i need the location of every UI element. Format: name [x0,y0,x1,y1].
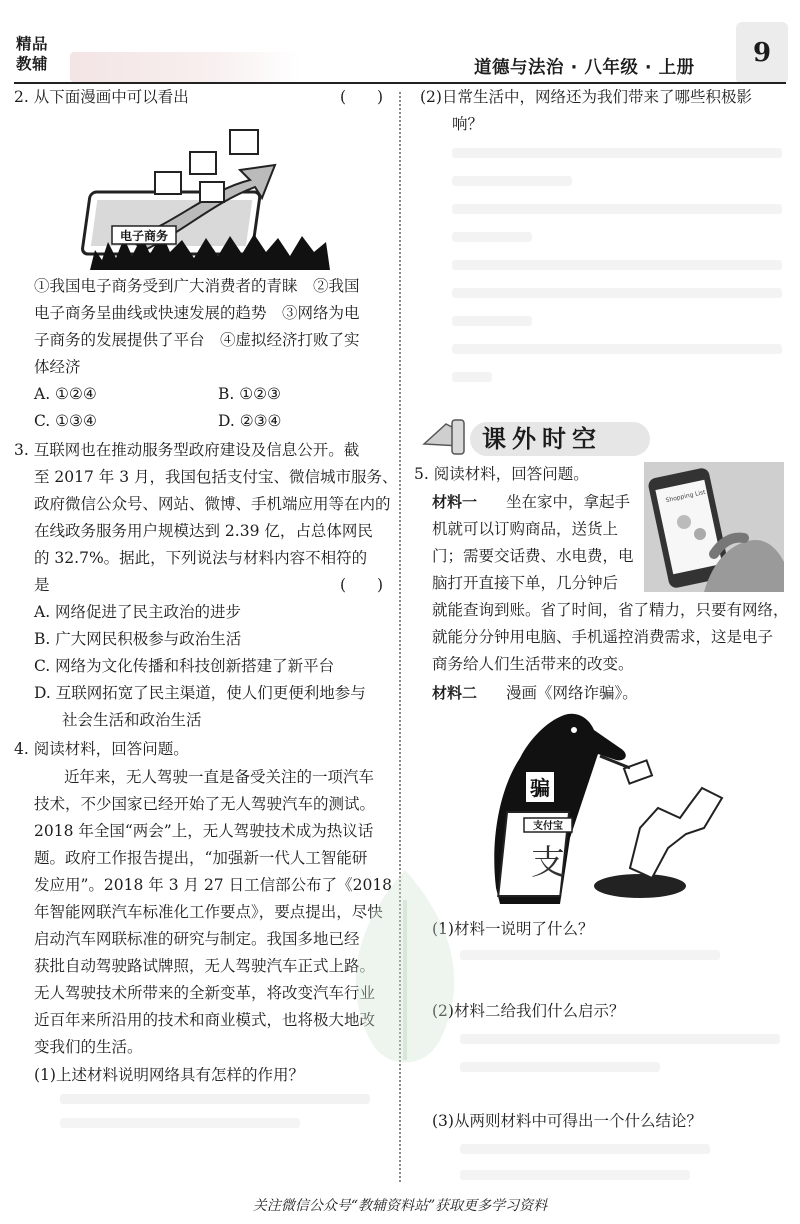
section-title: 课外时空 [482,425,602,453]
falling-person [630,788,722,878]
box-character-2 [190,152,216,174]
box-character-3 [155,172,181,194]
q4-sub-question-2-continued: 响？ [452,115,484,133]
q4-stem: 4. 阅读材料，回答问题。 [14,740,189,758]
q4-paragraph-line-9: 无人驾驶技术所带来的全新变革，将改变汽车行业 [34,984,376,1002]
q2-option-line-3: 子商务的发展提供了平台 ④虚拟经济打败了实 [34,331,360,349]
phone-shopping-photo [644,462,784,592]
q5-sub-question-2: (2)材料二给我们什么启示？ [432,1002,625,1020]
watermark-logo [300,860,510,1150]
material-1-line-7: 商务给人们生活带来的改变。 [432,655,634,673]
answer-space-faint [60,1118,300,1128]
brand-line-2: 教辅 [16,55,49,73]
box-character-4 [200,182,224,202]
q4-paragraph-line-3: 2018 年全国“两会”上，无人驾驶技术成为热议话 [34,822,374,840]
q4-paragraph-line-7: 启动汽车网联标准的研究与制定。我国多地已经 [34,930,360,948]
q3-stem-line-1: 3. 互联网也在推动服务型政府建设及信息公开。截 [14,441,360,459]
q5-sub-question-3: (3)从两则材料中可得出一个什么结论？ [432,1112,702,1130]
q2-choice-a[interactable]: A. ①②④ [34,385,97,403]
alipay-board-glyph: 支 [531,843,565,883]
material-1-line-6: 就能分分钟用电脑、手机遥控消费需求，这是电子 [432,628,774,646]
brand-logo [16,34,66,74]
answer-space-faint [460,1170,690,1180]
cheater-eye [571,727,577,733]
trap-hole [594,874,686,898]
q2-option-line-4: 体经济 [34,358,81,376]
product-dot [694,528,706,540]
q4-sub-question-2: (2)日常生活中，网络还为我们带来了哪些积极影 [420,88,752,106]
pen-cup-icon [452,420,464,454]
material-1-line-5: 就能查询到账。省了时间，省了精力，只要有网络， [432,601,789,619]
cheat-label: 骗 [530,776,550,800]
q5-sub-question-1: (1)材料一说明了什么？ [432,920,594,938]
q2-stem: 2. 从下面漫画中可以看出 [14,88,189,106]
wallet [624,760,652,783]
q3-option-d-continued: 社会生活和政治生活 [62,711,202,729]
answer-space-faint [452,260,782,270]
box-character-1 [230,130,258,154]
material-1-line-4: 脑打开直接下单，几分钟后 [432,574,619,592]
material-2-label: 材料二 [432,684,478,702]
fraud-cartoon [490,708,726,904]
q3-option-d[interactable]: D. 互联网拓宽了民主渠道，使人们更便利地参与 [34,684,366,702]
q5-stem: 5. 阅读材料，回答问题。 [414,465,589,483]
material-1-line-1: 坐在家中，拿起手 [506,493,631,511]
material-1-line-3: 门；需要交话费、水电费，电 [432,547,634,565]
page-number: 9 [736,22,788,84]
answer-space-faint [452,232,532,242]
ecommerce-sign-text: 电子商务 [119,229,169,243]
brand-line-1: 精品 [16,35,49,53]
q3-answer-paren: ( ) [340,576,384,594]
q4-paragraph-line-2: 技术，不少国家已经开始了无人驾驶汽车的测试。 [34,795,376,813]
q3-stem-line-5: 的 32.7%。据此，下列说法与材料内容不相符的 [34,549,368,567]
answer-space-faint [452,288,782,298]
header-decoration-band [70,52,300,82]
q4-sub-question-1: (1)上述材料说明网络具有怎样的作用？ [34,1066,304,1084]
q3-stem-line-4: 在线政务服务用户规模达到 2.39 亿，占总体网民 [34,522,373,540]
q2-choice-c[interactable]: C. ①③④ [34,412,97,430]
q3-option-c[interactable]: C. 网络为文化传播和科技创新搭建了新平台 [34,657,335,675]
answer-space-faint [452,204,782,214]
material-1-line-2: 机就可以订购商品，送货上 [432,520,619,538]
footer-note: 关注微信公众号“教辅资料站”获取更多学习资料 [252,1198,548,1214]
q4-paragraph-line-6: 年智能网联汽车标准化工作要点》，要点提出，尽快 [34,903,383,921]
answer-space-faint [452,344,782,354]
answer-space-faint [452,176,572,186]
product-dot [677,515,691,529]
material-2-text: 漫画《网络诈骗》。 [506,684,638,702]
book-title: 道德与法治 · 八年级 · 上册 [474,58,695,78]
q3-stem-line-3: 政府微信公众号、网站、微博、手机端应用等在内的 [34,495,391,513]
q2-choice-d[interactable]: D. ②③④ [218,412,282,430]
q4-paragraph-line-5: 发应用”。2018 年 3 月 27 日工信部公布了《2018 [34,876,393,894]
q3-option-a[interactable]: A. 网络促进了民主政治的进步 [34,603,242,621]
q4-paragraph-line-10: 近百年来所沿用的技术和商业模式，也将极大地改 [34,1011,376,1029]
phone-screen-text: Shopping List [665,488,707,505]
q4-paragraph-line-1: 近年来，无人驾驶一直是备受关注的一项汽车 [64,768,375,786]
q3-stem-line-2: 至 2017 年 3 月，我国包括支付宝、微信城市服务、 [34,468,398,486]
q4-paragraph-line-8: 获批自动驾驶路试牌照，无人驾驶汽车正式上路。 [34,957,376,975]
alipay-board-title: 支付宝 [533,821,563,832]
q2-option-line-2: 电子商务呈曲线或快速发展的趋势 ③网络为电 [34,304,360,322]
answer-space-faint [452,316,532,326]
q4-paragraph-line-11: 变我们的生活。 [34,1038,143,1056]
answer-space-faint [452,372,492,382]
answer-space-faint [452,148,782,158]
q4-paragraph-line-4: 题。政府工作报告提出，“加强新一代人工智能研 [34,849,368,867]
material-1-label: 材料一 [432,493,478,511]
q2-option-line-1: ①我国电子商务受到广大消费者的青睐 ②我国 [34,277,360,295]
q2-choice-b[interactable]: B. ①②③ [218,385,281,403]
q3-stem-line-6: 是 [34,576,50,594]
q2-answer-paren: ( ) [340,88,384,106]
q3-option-b[interactable]: B. 广大网民积极参与政治生活 [34,630,242,648]
ecommerce-cartoon [90,110,330,270]
